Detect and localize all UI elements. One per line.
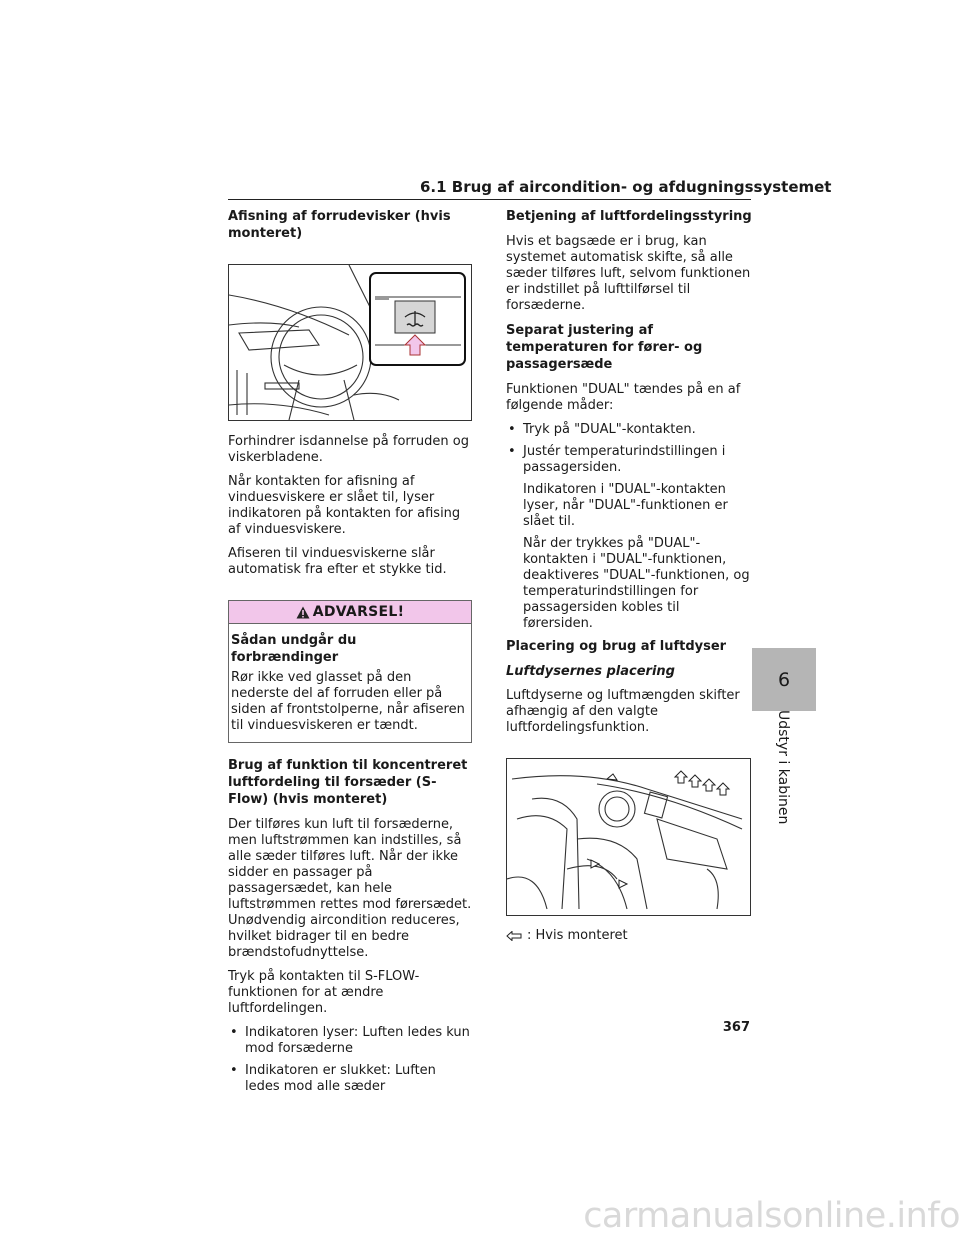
warning-heading: Sådan undgår du forbrændinger [231,633,357,665]
chapter-label: Udstyr i kabinen [775,710,791,825]
paragraph: Forhindrer isdannelse på forruden og viskerbladene. [228,434,469,465]
list-item: • Indikatoren lyser: Luften ledes kun mod forsæderne [228,1025,472,1057]
dashboard-drawing [229,265,471,420]
warning-triangle-icon [296,606,310,619]
heading-air-distribution: Betjening af luftfordelingsstyring [506,209,752,224]
header-rule [228,199,751,200]
list-item: • Indikatoren er slukket: Luften ledes mod alle sæder [228,1063,472,1095]
left-column [228,208,472,1101]
heading-air-outlets: Placering og brug af luftdyser [506,639,727,654]
legend-text: : Hvis monteret [527,928,628,943]
chapter-tab[interactable] [752,648,816,711]
warning-header [229,601,471,624]
paragraph: Der tilføres kun luft til forsæderne, men luftstrømmen kan indstilles, så alle sæder tilføres luft. Når der ikke sidder en passager på passagersædet, kan hele luftstrømmen rettes mod førersædet. Unødvendig aircondition reduceres, hvilket bidrager til en bedre brændstofudnyttelse. [228,817,472,960]
paragraph: Luftdyserne og luftmængden skifter afhængig af den valgte luftfordelingsfunktion. [506,688,740,735]
warning-title: ADVARSEL! [312,604,405,620]
list-item: • Tryk på "DUAL"-kontakten. [506,422,752,438]
page-number: 367 [722,1020,750,1035]
warning-text: Rør ikke ved glasset på den nederste del af forruden eller på siden af frontstolperne, når afiseren til vinduesviskeren er tændt. [231,670,465,733]
wiper-deicer-illustration [228,264,472,421]
subheading-outlet-location: Luftdysernes placering [506,664,675,679]
watermark: carmanualsonline.info [583,1196,960,1236]
warning-box [228,600,472,743]
list-subtext: Når der trykkes på "DUAL"-kontakten i "DUAL"-funktionen, deaktiveres "DUAL"-funktionen, og temperaturindstillingen for passagersiden kobles til førersiden. [523,536,750,631]
heading-wiper-deicer: Afisning af forrudevisker (hvis monteret) [228,209,451,241]
heading-s-flow: Brug af funktion til koncentreret luftfordeling til forsæder (S-Flow) (hvis monteret) [228,758,468,807]
list-subtext: Indikatoren i "DUAL"-kontakten lyser, når "DUAL"-funktionen er slået til. [523,482,728,529]
chapter-number: 6 [777,668,791,691]
legend [506,928,752,944]
section-header: 6.1 Brug af aircondition- og afdugningssystemet [420,178,832,196]
paragraph: Funktionen "DUAL" tændes på en af følgende måder: [506,382,741,413]
air-outlet-arrow-icon [506,931,522,941]
list-item: • Justér temperaturindstillingen i passagersiden. [506,444,752,476]
right-column [506,208,752,944]
cabin-drawing [507,759,750,915]
air-outlets-illustration [506,758,751,916]
paragraph: Når kontakten for afisning af vinduesviskere er slået til, lyser indikatoren på kontakten for afising af vinduesviskere. [228,474,461,537]
paragraph: Tryk på kontakten til S-FLOW-funktionen for at ændre luftfordelingen. [228,969,420,1016]
paragraph: Afiseren til vinduesviskerne slår automatisk fra efter et stykke tid. [228,546,447,577]
heading-dual-temperature: Separat justering af temperaturen for fører- og passagersæde [506,323,703,372]
warning-body [229,624,471,742]
paragraph: Hvis et bagsæde er i brug, kan systemet automatisk skifte, så alle sæder tilføres luft, selvom funktionen er indstillet på lufttilførsel til forsæderne. [506,234,751,313]
